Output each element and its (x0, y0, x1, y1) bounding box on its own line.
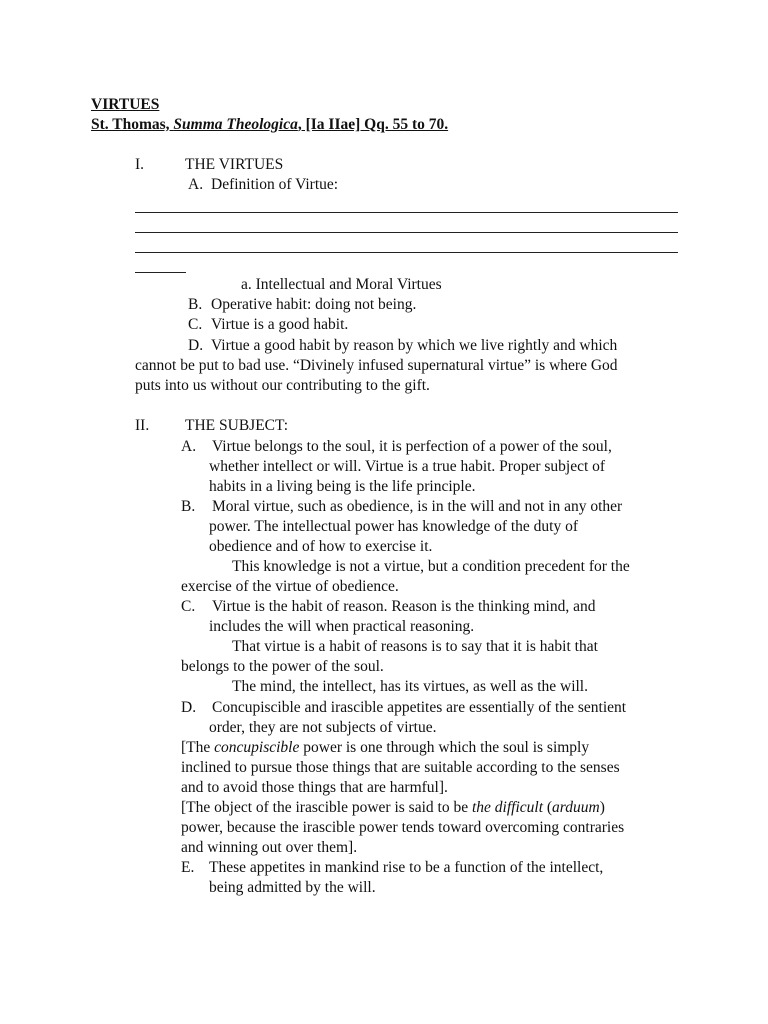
iras-term-difficult: the difficult (471, 799, 543, 816)
item-2c-line-5: The mind, the intellect, has its virtues, as well as the will. (232, 678, 588, 695)
item-2c-line-2: includes the will when practical reasoning. (209, 618, 475, 635)
item-2c-line-4: belongs to the power of the soul. (181, 658, 384, 675)
item-2e-line-1: These appetites in mankind rise to be a function of the intellect, (209, 859, 604, 876)
blank-line-4 (135, 272, 186, 273)
item-2c-line-1: Virtue is the habit of reason. Reason is the thinking mind, and (212, 598, 596, 615)
iras-term-arduum: arduum (552, 799, 600, 816)
item-1d-label: D. (188, 337, 204, 354)
concupiscible-note-line-1 (181, 738, 589, 758)
item-1d-line-2: cannot be put to bad use. “Divinely infused supernatural virtue” is where God (135, 357, 618, 374)
item-2a-label: A. (181, 438, 197, 455)
item-1c-label: C. (188, 316, 203, 333)
item-1a-label: A. (188, 176, 204, 193)
iras-pre: [The object of the irascible power is said to be (181, 799, 472, 816)
item-2c-line-3: That virtue is a habit of reasons is to say that it is habit that (232, 638, 598, 655)
concupiscible-note-line-2: inclined to pursue those things that are suitable according to the senses (181, 759, 620, 776)
source-work: Summa Theologica (173, 116, 298, 133)
section-1-numeral: I. (135, 156, 145, 173)
item-2b-label: B. (181, 498, 196, 515)
section-2-heading: THE SUBJECT: (185, 417, 288, 434)
item-2b-line-2: power. The intellectual power has knowledge of the duty of (209, 518, 579, 535)
blank-line-1 (135, 212, 678, 213)
item-1d-line-1: Virtue a good habit by reason by which we live rightly and which (211, 337, 618, 354)
item-2d-line-1: Concupiscible and irascible appetites are essentially of the sentient (212, 699, 627, 716)
item-2b-line-5: exercise of the virtue of obedience. (181, 578, 399, 595)
document-title: VIRTUES (91, 96, 160, 113)
item-2e-line-2: being admitted by the will. (209, 879, 376, 896)
item-2c-label: C. (181, 598, 196, 615)
conc-term: concupiscible (214, 739, 300, 756)
item-2a-line-1: Virtue belongs to the soul, it is perfection of a power of the soul, (212, 438, 612, 455)
item-2b-line-4: This knowledge is not a virtue, but a condition precedent for the (232, 558, 630, 575)
item-1a-sub: a. Intellectual and Moral Virtues (241, 276, 442, 293)
item-1d-line-3: puts into us without our contributing to the gift. (135, 377, 430, 394)
source-suffix: , [Ia IIae] Qq. 55 to 70. (297, 116, 449, 133)
section-2-numeral: II. (135, 417, 150, 434)
iras-mid: ( (543, 799, 553, 816)
conc-pre: [The (181, 739, 215, 756)
iras-post: ) (599, 799, 605, 816)
irascible-note-line-1 (181, 798, 605, 818)
item-2b-line-3: obedience and of how to exercise it. (209, 538, 433, 555)
irascible-note-line-2: power, because the irascible power tends toward overcoming contraries (181, 819, 625, 836)
source-prefix: St. Thomas, (91, 116, 174, 133)
item-2e-label: E. (181, 859, 195, 876)
item-1a-text: Definition of Virtue: (211, 176, 339, 193)
concupiscible-note-line-3: and to avoid those things that are harmful]. (181, 779, 448, 796)
section-1-heading: THE VIRTUES (185, 156, 284, 173)
item-2b-line-1: Moral virtue, such as obedience, is in the will and not in any other (212, 498, 623, 515)
conc-post: power is one through which the soul is simply (299, 739, 590, 756)
item-1b-text: Operative habit: doing not being. (211, 296, 417, 313)
item-2d-line-2: order, they are not subjects of virtue. (209, 719, 437, 736)
blank-line-3 (135, 252, 678, 253)
source-citation (91, 115, 448, 135)
blank-line-2 (135, 232, 678, 233)
item-1c-text: Virtue is a good habit. (211, 316, 349, 333)
item-1b-label: B. (188, 296, 203, 313)
irascible-note-line-3: and winning out over them]. (181, 839, 358, 856)
item-2a-line-2: whether intellect or will. Virtue is a true habit. Proper subject of (209, 458, 606, 475)
item-2a-line-3: habits in a living being is the life principle. (209, 478, 476, 495)
item-2d-label: D. (181, 699, 197, 716)
